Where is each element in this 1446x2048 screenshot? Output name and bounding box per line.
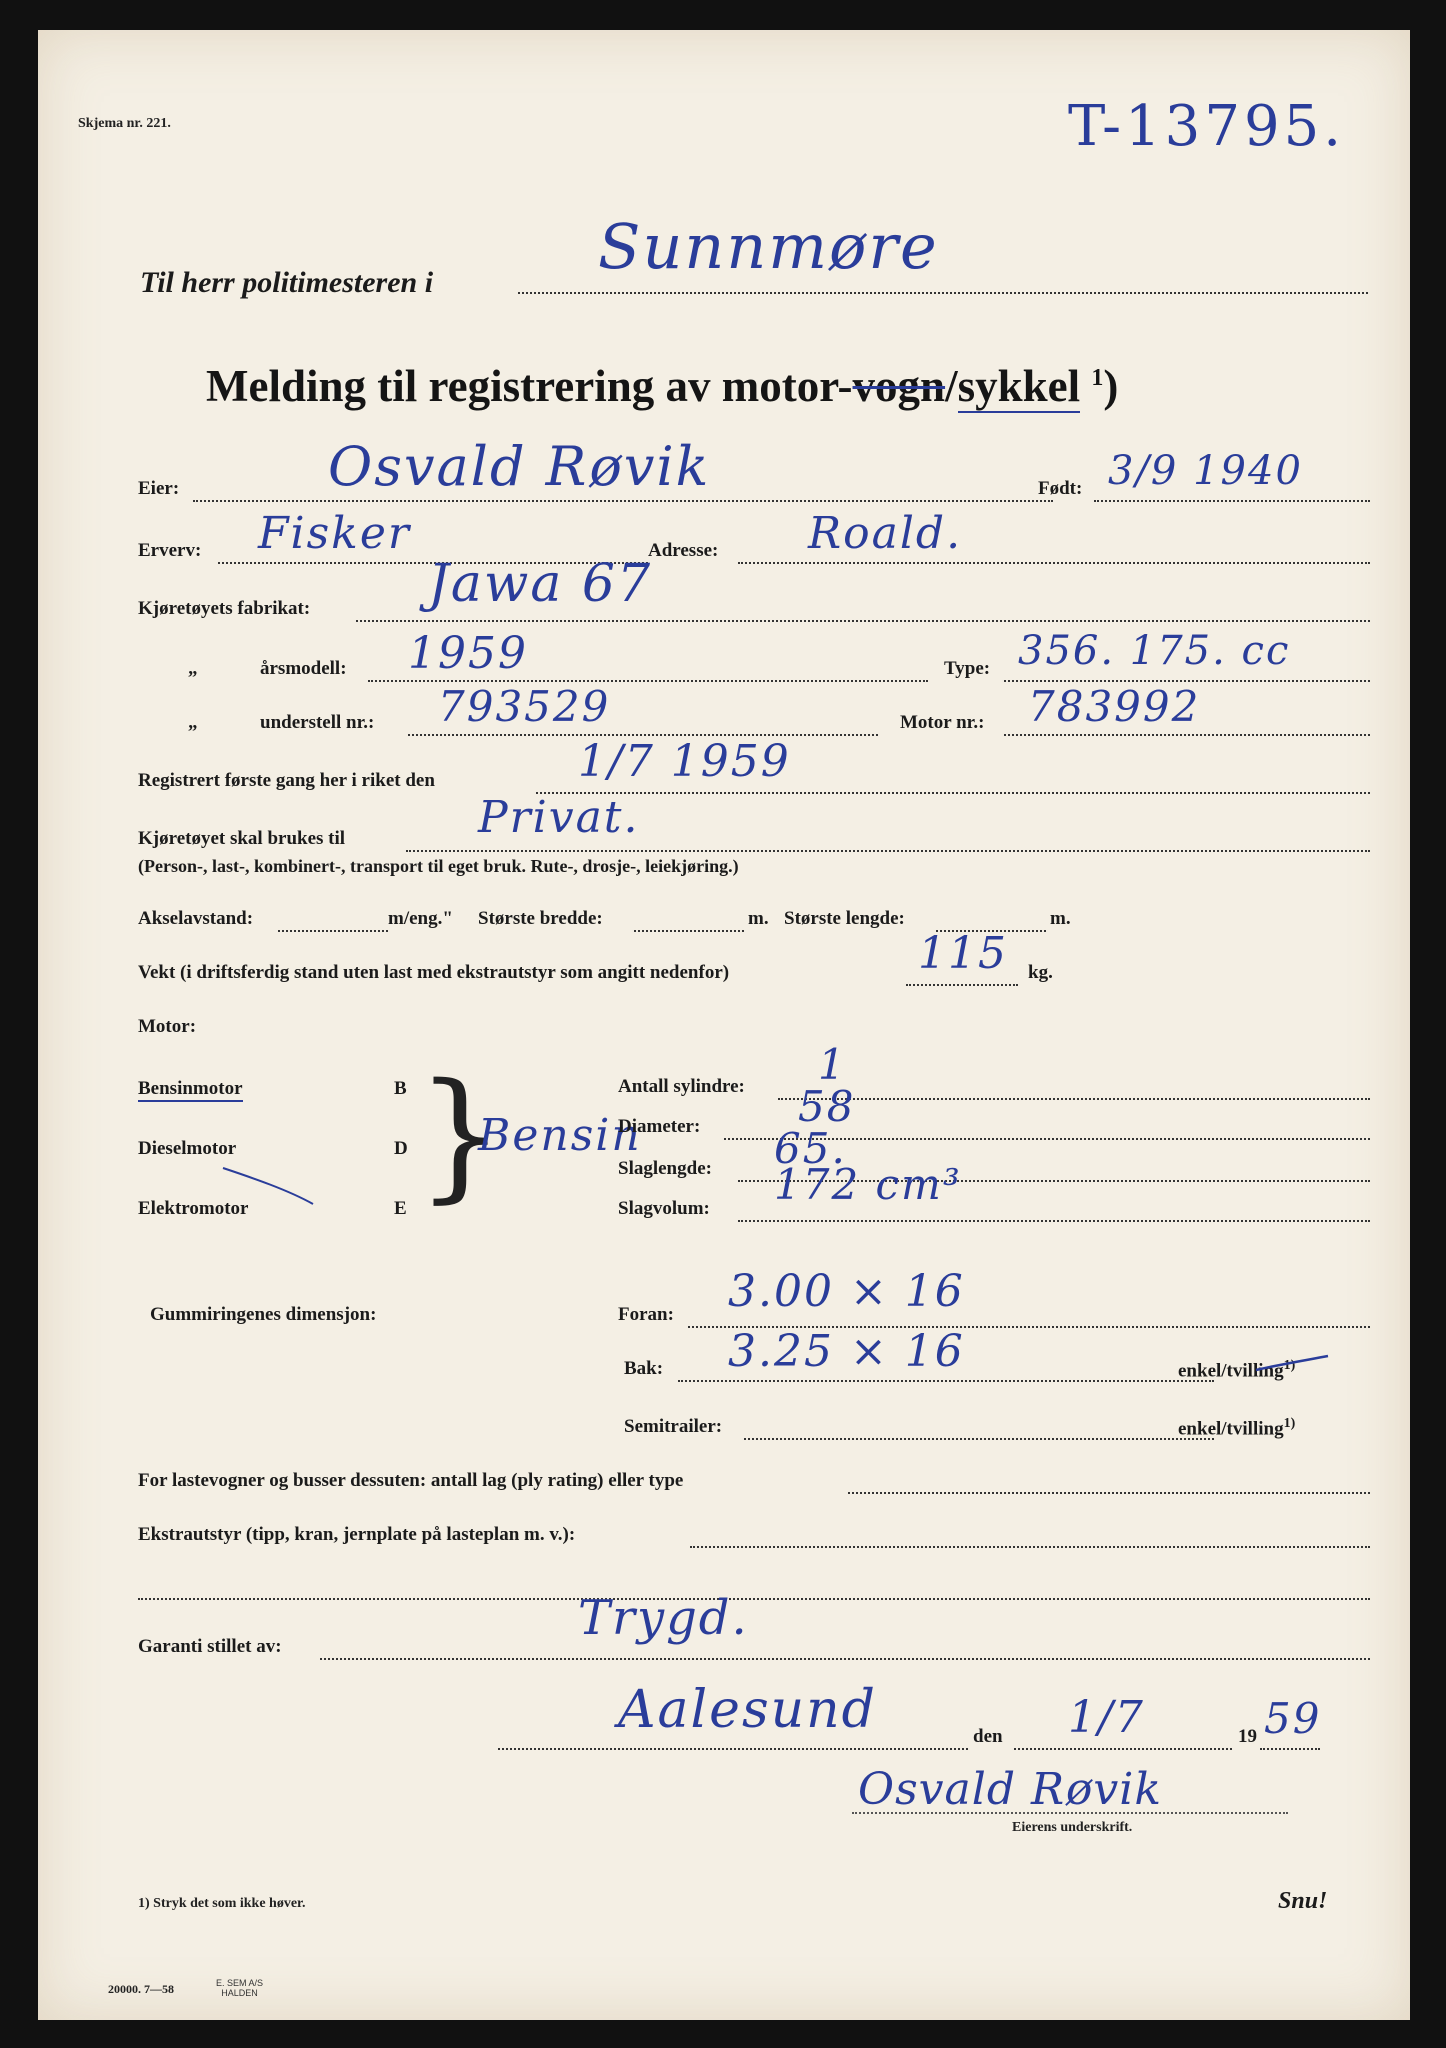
fodt-label: Født: (1038, 478, 1083, 499)
lastevogner-label: For lastevogner og busser dessuten: antall lag (ply rating) eller type (138, 1470, 684, 1491)
sylindre-label: Antall sylindre: (618, 1076, 745, 1097)
printer-name: E. SEM A/S HALDEN (216, 1978, 264, 1998)
slagvolum-line (738, 1220, 1370, 1222)
bredde-unit: m. (748, 908, 769, 929)
motor-selected: Bensin (478, 1110, 642, 1161)
vekt-label: Vekt (i driftsferdig stand uten last med ekstrautstyr som angitt nedenfor) (138, 962, 730, 983)
registrert-line (536, 792, 1370, 794)
ditto-mark-1: „ (188, 658, 198, 679)
motornr-value: 783992 (1028, 682, 1201, 731)
foran-label: Foran: (618, 1304, 674, 1325)
ditto-mark-2: „ (188, 712, 198, 733)
brukes-line (406, 850, 1370, 852)
slagvolum-value: 172 cm³ (774, 1160, 962, 1209)
ekstrautstyr-line-2 (138, 1598, 1370, 1600)
erverv-label: Erverv: (138, 540, 202, 561)
owner-signature: Osvald Røvik (858, 1764, 1162, 1815)
vekt-line (906, 984, 1018, 986)
bak-value: 3.25 × 16 (728, 1326, 965, 1377)
eier-label: Eier: (138, 478, 180, 499)
year-prefix: 19 (1238, 1726, 1257, 1747)
garanti-value: Trygd. (578, 1590, 749, 1646)
bak-line (678, 1380, 1214, 1382)
bak-label: Bak: (624, 1358, 664, 1379)
addressee-value: Sunnmøre (598, 210, 939, 283)
addressee-line (518, 292, 1368, 294)
vekt-value: 115 (918, 928, 1008, 979)
aksel-unit: m/eng." (388, 908, 453, 929)
registrert-label: Registrert første gang her i riket den (138, 770, 435, 791)
lastevogner-line (848, 1492, 1370, 1494)
motor-brace: } (416, 1054, 506, 1217)
motor-code-b: B (394, 1078, 407, 1099)
sylindre-line (778, 1098, 1370, 1100)
arsmodell-value: 1959 (408, 628, 528, 679)
ekstrautstyr-line (690, 1546, 1370, 1548)
garanti-line (320, 1658, 1370, 1660)
title-struck: vogn (852, 361, 946, 411)
year-suffix: 59 (1264, 1694, 1322, 1743)
tires-label: Gummiringenes dimensjon: (150, 1304, 377, 1325)
adresse-value: Roald. (808, 508, 963, 559)
fabrikat-label: Kjøretøyets fabrikat: (138, 598, 311, 619)
adresse-label: Adresse: (648, 540, 719, 561)
form-number: Skjema nr. 221. (78, 116, 171, 131)
fodt-line (1094, 500, 1370, 502)
fabrikat-line (356, 620, 1370, 622)
brukes-label: Kjøretøyet skal brukes til (138, 828, 346, 849)
registrert-value: 1/7 1959 (578, 736, 791, 787)
fodt-value: 3/9 1940 (1108, 448, 1303, 494)
title-selected: sykkel (957, 361, 1081, 411)
snu-text: Snu! (1278, 1888, 1328, 1914)
motor-label: Motor: (138, 1016, 197, 1037)
type-label: Type: (944, 658, 991, 679)
motor-code-e: E (394, 1198, 407, 1219)
motornr-line (1004, 734, 1370, 736)
semi-line (744, 1438, 1214, 1440)
place-line (498, 1748, 968, 1750)
motor-type-elektro: Elektromotor (138, 1198, 249, 1219)
aksel-line (278, 930, 388, 932)
semi-label: Semitrailer: (624, 1416, 723, 1437)
den-label: den (973, 1726, 1003, 1747)
eier-value: Osvald Røvik (328, 435, 711, 498)
tvilling-strike-mark (1252, 1352, 1332, 1376)
form-sheet (38, 30, 1410, 2020)
ekstrautstyr-label: Ekstrautstyr (tipp, kran, jernplate på lasteplan m. v.): (138, 1524, 576, 1545)
signature-line (852, 1812, 1288, 1814)
understell-label: understell nr.: (260, 712, 375, 733)
brukes-value: Privat. (478, 792, 640, 843)
diameter-value: 58 (798, 1082, 856, 1131)
footnote-text: 1) Stryk det som ikke høver. (138, 1896, 306, 1911)
semi-suffix: enkel/tvilling$^{1)}$ (1178, 1416, 1296, 1440)
case-number: T-13795. (1068, 94, 1345, 159)
addressee-label: Til herr politimesteren i (140, 266, 434, 299)
print-info: 20000. 7—58 (108, 1982, 174, 1996)
motornr-label: Motor nr.: (900, 712, 985, 733)
bredde-line (634, 930, 744, 932)
motor-code-d: D (394, 1138, 408, 1159)
fabrikat-value: Jawa 67 (428, 554, 653, 614)
bak-suffix: enkel/tvilling$^{1)}$ (1178, 1358, 1296, 1382)
adresse-line (738, 562, 1370, 564)
diameter-label: Diameter: (618, 1116, 701, 1137)
signature-caption: Eierens underskrift. (1012, 1820, 1133, 1835)
type-value: 356. 175. cc (1018, 628, 1291, 674)
arsmodell-label: årsmodell: (260, 658, 347, 679)
foran-value: 3.00 × 16 (728, 1266, 965, 1317)
bredde-label: Største bredde: (478, 908, 603, 929)
vekt-unit: kg. (1028, 962, 1053, 983)
slagvolum-label: Slagvolum: (618, 1198, 710, 1219)
erverv-value: Fisker (258, 508, 411, 559)
sylindre-value: 1 (818, 1040, 847, 1089)
signature-date: 1/7 (1068, 1692, 1145, 1743)
brukes-note: (Person-, last-, kombinert-, transport til eget bruk. Rute-, drosje-, leiekjøring.) (138, 856, 739, 876)
elektro-strike-mark (218, 1160, 318, 1210)
eier-line (193, 500, 1053, 502)
date-line (1014, 1748, 1232, 1750)
lengde-unit: m. (1050, 908, 1071, 929)
year-line (1260, 1748, 1320, 1750)
motor-type-diesel: Dieselmotor (138, 1138, 237, 1159)
aksel-label: Akselavstand: (138, 908, 254, 929)
slaglengde-value: 65. (774, 1124, 847, 1173)
understell-value: 793529 (438, 682, 611, 731)
signature-place: Aalesund (618, 1680, 877, 1740)
slaglengde-label: Slaglengde: (618, 1158, 712, 1179)
motor-type-bensin: Bensinmotor (138, 1078, 243, 1102)
page-title: Melding til registrering av motor-vogn/sykkel $^1$) (206, 361, 1119, 411)
garanti-label: Garanti stillet av: (138, 1636, 282, 1657)
lengde-label: Største lengde: (784, 908, 905, 929)
